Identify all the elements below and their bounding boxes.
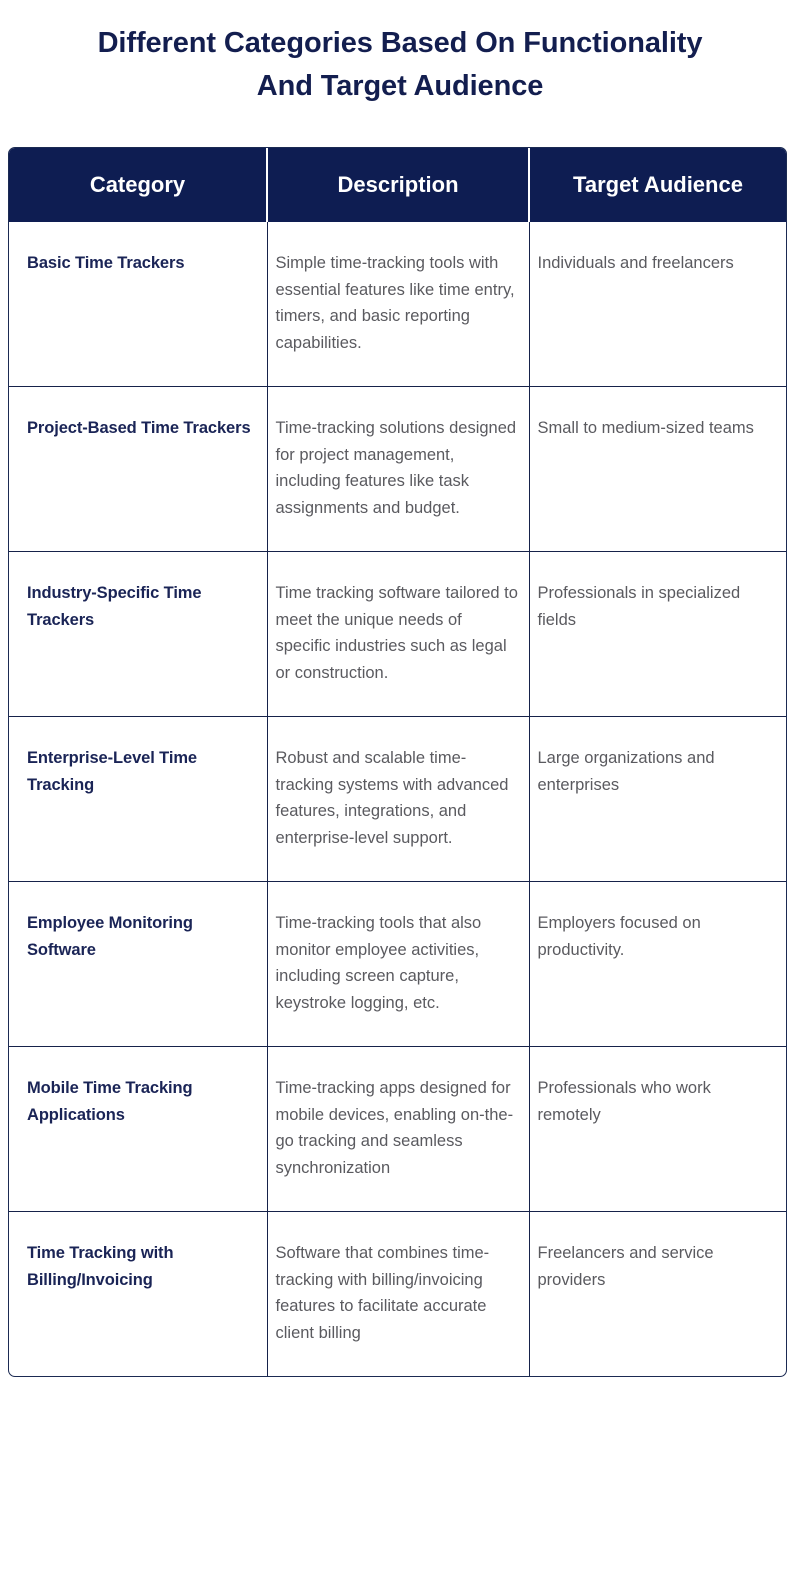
cell-description: Time tracking software tailored to meet the unique needs of specific industries such as legal or construction.: [267, 552, 529, 717]
table-row: [9, 1047, 786, 1212]
cell-target-audience: Individuals and freelancers: [537, 254, 734, 272]
cell-target-audience: Professionals who work remotely: [529, 1047, 786, 1212]
cell-category: Employee Monitoring Software: [9, 882, 267, 1047]
table-row: [9, 222, 786, 387]
column-header-target-audience: Target Audience: [529, 148, 786, 222]
cell-target-audience: Large organizations and enterprises: [529, 717, 786, 882]
cell-category: Time Tracking with Billing/Invoicing: [9, 1212, 267, 1377]
cell-category: Industry-Specific Time Trackers: [9, 552, 267, 717]
cell-description: Simple time-tracking tools with essential features like time entry, timers, and basic reporting capabilities.: [267, 222, 529, 387]
cell-category: Enterprise-Level Time Tracking: [9, 717, 267, 882]
cell-category: Basic Time Trackers: [9, 222, 267, 387]
cell-description: Time-tracking solutions designed for project management, including features like task assignments and budget.: [267, 387, 529, 552]
cell-description: Time-tracking tools that also monitor employee activities, including screen capture, keystroke logging, etc.: [267, 882, 529, 1047]
page-title-line-1: Different Categories Based On Functionality: [97, 27, 703, 59]
column-header-description: Description: [267, 148, 529, 222]
table-row: [9, 552, 786, 717]
table-body: [9, 222, 786, 1376]
cell-description: Robust and scalable time-tracking systems with advanced features, integrations, and enterprise-level support.: [267, 717, 529, 882]
table-row: [9, 387, 786, 552]
categories-table: [9, 148, 786, 1376]
cell-category: Project-Based Time Trackers: [9, 387, 267, 552]
cell-description: Software that combines time-tracking with billing/invoicing features to facilitate accurate client billing: [267, 1212, 529, 1377]
table-row: [9, 1212, 786, 1377]
cell-target-audience: Freelancers and service providers: [529, 1212, 786, 1377]
categories-table-container: [8, 147, 787, 1377]
page-title-line-2: And Target Audience: [256, 70, 544, 102]
table-header: [9, 148, 786, 222]
table-row: [9, 717, 786, 882]
cell-category: Mobile Time Tracking Applications: [9, 1047, 267, 1212]
cell-target-audience: Professionals in specialized fields: [529, 552, 786, 717]
cell-target-audience: Employers focused on productivity.: [529, 882, 786, 1047]
table-header-row: [9, 148, 786, 222]
page-title: [0, 22, 800, 108]
table-row: [9, 882, 786, 1047]
column-header-category: Category: [9, 148, 267, 222]
cell-target-audience: Small to medium-sized teams: [529, 387, 786, 552]
cell-description: Time-tracking apps designed for mobile devices, enabling on-the-go tracking and seamless synchronization: [267, 1047, 529, 1212]
